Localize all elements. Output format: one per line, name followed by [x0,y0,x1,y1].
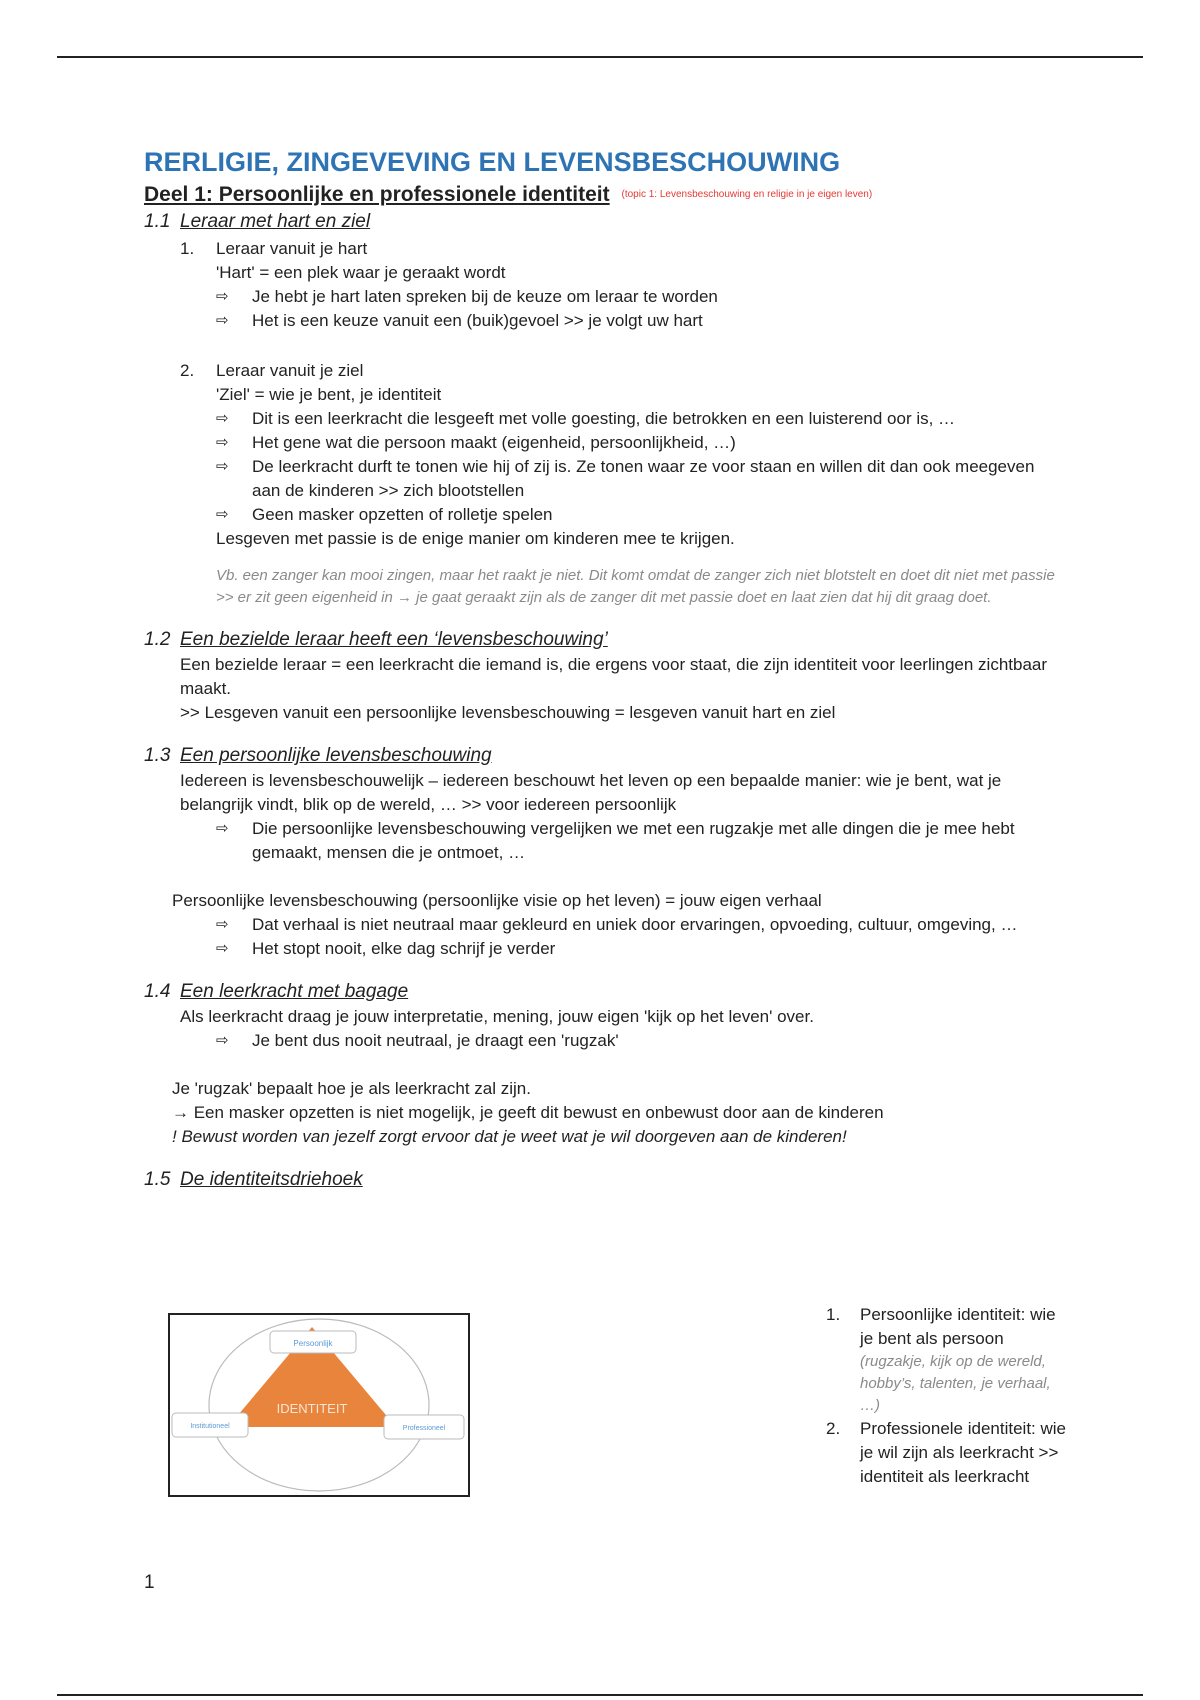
document-title: RERLIGIE, ZINGEVEVING EN LEVENSBESCHOUWING [144,147,841,177]
section-number: 1.1 [144,211,171,233]
section-title: Leraar met hart en ziel [180,211,371,233]
section-title: Een persoonlijke levensbeschouwing [180,745,492,767]
identity-list [826,1303,1066,1489]
part-heading-text: Deel 1: Persoonlijke en professionele identiteit [144,183,610,206]
paragraph: Een bezielde leraar = een leerkracht die iemand is, die ergens voor staat, die zijn identiteit voor leerlingen zichtbaar maakt. [180,655,1048,699]
definition: 'Ziel' = wie je bent, je identiteit [216,385,442,405]
bullet-item [144,503,1064,527]
bullet-item [144,1029,1064,1053]
bullet-text: Geen masker opzetten of rolletje spelen [252,505,553,525]
section-heading-1-1 [144,209,1064,235]
label-center: IDENTITEIT [276,1401,348,1416]
section-number: 1.4 [144,981,171,1003]
list-number: 2. [180,361,195,381]
arrow-bullet-icon: ⇨ [216,410,229,428]
definition: 'Hart' = een plek waar je geraakt wordt [216,263,506,283]
bullet-item [144,431,1064,455]
list-item [826,1417,1066,1489]
bullet-item [144,285,1064,309]
bullet-item [144,817,1064,865]
identity-triangle-diagram [168,1313,470,1497]
section-heading-1-3 [144,743,1064,769]
bullet-text: Dat verhaal is niet neutraal maar gekleurd en uniek door ervaringen, opvoeding, cultuur, omgeving, … [252,915,1018,935]
paragraph: >> Lesgeven vanuit een persoonlijke levensbeschouwing = lesgeven vanuit hart en ziel [180,703,836,723]
bullet-item [144,455,1064,503]
bullet-item [144,937,1064,961]
arrow-bullet-icon: ⇨ [216,940,229,958]
bullet-text: Dit is een leerkracht die lesgeeft met volle goesting, die betrokken en een luisterend oor is, … [252,409,956,429]
top-rule [57,56,1143,58]
list-item-note: (rugzakje, kijk op de wereld, hobby’s, talenten, je verhaal, …) [860,1353,1051,1414]
bullet-text: De leerkracht durft te tonen wie hij of zij is. Ze tonen waar ze voor staan en willen dit dan ook meegeven aan de kinderen >> zich blootstellen [252,457,1035,501]
bullet-text: Het is een keuze vanuit een (buik)gevoel >> je volgt uw hart [252,311,703,331]
section-title: Een bezielde leraar heeft een ‘levensbeschouwing’ [180,629,608,651]
list-item [144,237,1064,285]
example-note: Vb. een zanger kan mooi zingen, maar het raakt je niet. Dit komt omdat de zanger zich niet blotstelt en doet dit niet met passie >> er zit geen eigenheid in → je gaat geraakt zijn als de zanger dit met passie doet en laat zien dat hij dit graag doet. [216,567,1055,607]
section-heading-1-2 [144,627,1064,653]
bullet-text: Je hebt je hart laten spreken bij de keuze om leraar te worden [252,287,718,307]
document-body [144,145,1064,1193]
part-heading [144,181,1064,209]
bullet-text: Die persoonlijke levensbeschouwing vergelijken we met een rugzakje met alle dingen die je mee hebt gemaakt, mensen die je ontmoet, … [252,819,1015,863]
paragraph: Persoonlijke levensbeschouwing (persoonlijke visie op het leven) = jouw eigen verhaal [172,891,822,911]
list-item [144,359,1064,407]
arrow-bullet-icon: ⇨ [216,506,229,524]
list-item [826,1303,1066,1417]
list-item-title: Leraar vanuit je hart [216,239,368,259]
part-topic-note: (topic 1: Levensbeschouwing en religie in je eigen leven) [621,189,873,201]
page-number: 1 [144,1572,155,1593]
paragraph: Iedereen is levensbeschouwelijk – iedereen beschouwt het leven op een bepaalde manier: wie je bent, wat je belangrijk vindt, blik op de wereld, … >> voor iedereen persoonlijk [180,771,1002,815]
paragraph: Je 'rugzak' bepaalt hoe je als leerkracht zal zijn. [172,1079,531,1099]
section-number: 1.5 [144,1169,171,1191]
list-number: 1. [180,239,195,259]
arrow-bullet-icon: ⇨ [216,434,229,452]
label-left: Institutioneel [190,1423,230,1430]
arrow-bullet-icon: ⇨ [216,288,229,306]
bullet-text: Je bent dus nooit neutraal, je draagt een 'rugzak' [252,1031,619,1051]
arrow-bullet-icon: ⇨ [216,312,229,330]
list-number: 1. [826,1305,841,1324]
bullet-text: Het stopt nooit, elke dag schrijf je verder [252,939,556,959]
section-title: De identiteitsdriehoek [180,1169,363,1191]
arrow-bullet-icon: ⇨ [216,458,229,476]
bullet-item [144,407,1064,431]
list-number: 2. [826,1419,841,1438]
bottom-rule [57,1694,1143,1696]
list-item-title: Persoonlijke identiteit: wie je bent als persoon [860,1305,1056,1348]
label-right: Professioneel [402,1425,446,1432]
bullet-item [144,309,1064,333]
label-top: Persoonlijk [293,1339,333,1348]
arrow-bullet-icon: ⇨ [216,916,229,934]
bullet-text: Het gene wat die persoon maakt (eigenheid, persoonlijkheid, …) [252,433,736,453]
section-heading-1-4 [144,979,1064,1005]
section-title: Een leerkracht met bagage [180,981,409,1003]
section-number: 1.3 [144,745,171,767]
section-heading-1-5 [144,1167,1064,1193]
paragraph: → Een masker opzetten is niet mogelijk, je geeft dit bewust en onbewust door aan de kinderen [172,1103,884,1123]
important-note: ! Bewust worden van jezelf zorgt ervoor dat je weet wat je wil doorgeven aan de kinderen! [172,1127,847,1147]
arrow-bullet-icon: ⇨ [216,1032,229,1050]
list-item-title: Leraar vanuit je ziel [216,361,364,381]
list-item-title: Professionele identiteit: wie je wil zijn als leerkracht >> identiteit als leerkracht [860,1419,1067,1486]
section-number: 1.2 [144,629,171,651]
arrow-bullet-icon: ⇨ [216,820,229,838]
bullet-item [144,913,1064,937]
paragraph: Als leerkracht draag je jouw interpretatie, mening, jouw eigen 'kijk op het leven' over. [180,1007,814,1027]
conclusion-text: Lesgeven met passie is de enige manier om kinderen mee te krijgen. [216,529,735,549]
